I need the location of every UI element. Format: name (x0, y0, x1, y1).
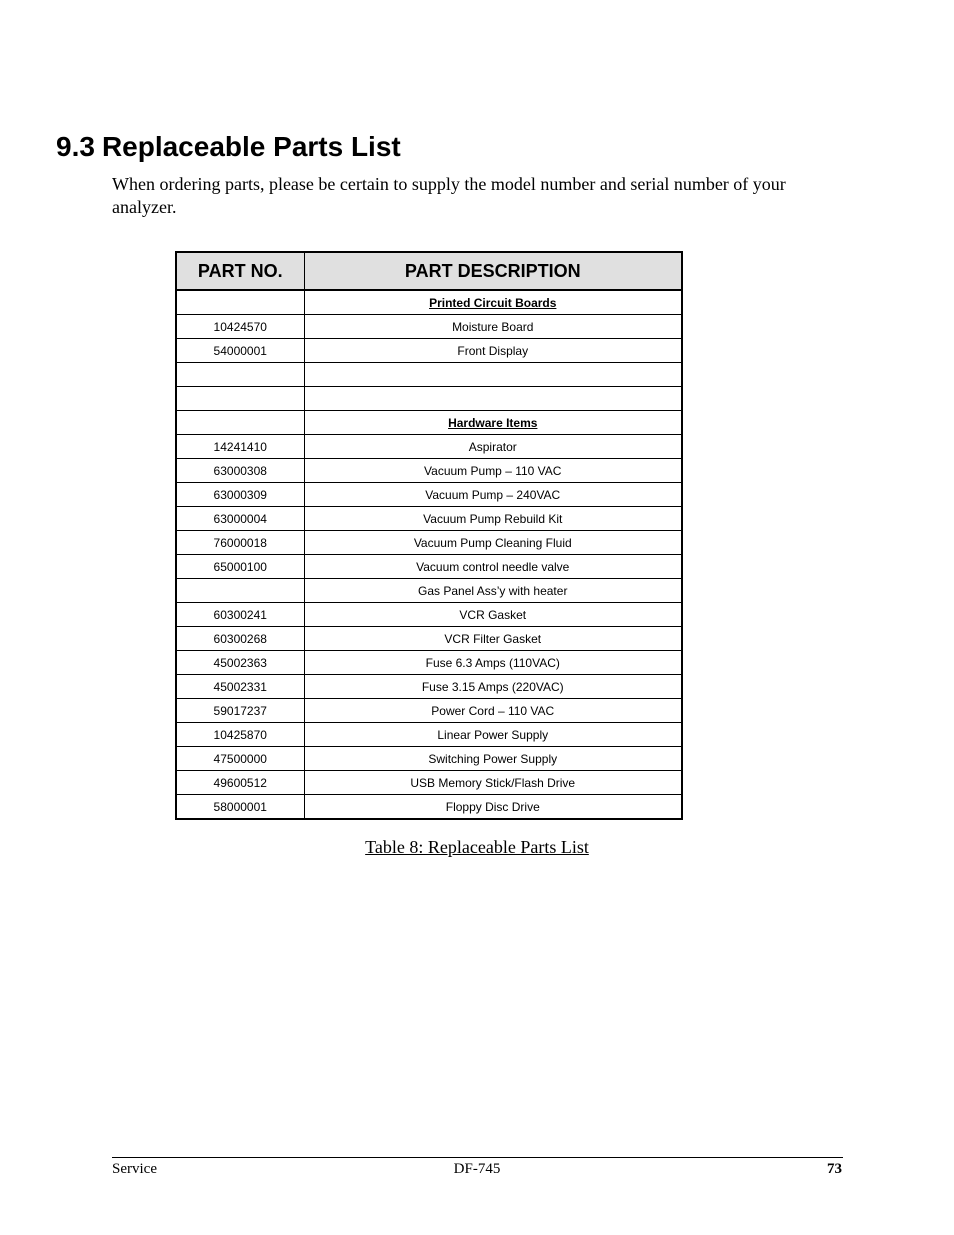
part-number-cell: 45002331 (176, 675, 304, 699)
table-row (176, 387, 682, 411)
header-part-no: PART NO. (176, 252, 304, 290)
part-number-cell (176, 579, 304, 603)
part-description-cell: Power Cord – 110 VAC (304, 699, 682, 723)
part-number-cell: 45002363 (176, 651, 304, 675)
table-row (176, 555, 682, 579)
table-row (176, 531, 682, 555)
table-row (176, 507, 682, 531)
table-caption-text: Table 8: Replaceable Parts List (365, 837, 589, 857)
footer-document-id: DF-745 (453, 1161, 501, 1177)
section-title: Replaceable Parts List (101, 131, 401, 162)
part-description-cell: Fuse 6.3 Amps (110VAC) (304, 651, 682, 675)
part-description-cell: Gas Panel Ass’y with heater (304, 579, 682, 603)
table-row (176, 771, 682, 795)
table-row (176, 651, 682, 675)
part-number-cell (176, 411, 304, 435)
part-description-cell: Vacuum Pump – 240VAC (304, 483, 682, 507)
part-number-cell: 54000001 (176, 339, 304, 363)
section-number: 9.3 (56, 131, 95, 162)
part-description-cell: Vacuum Pump Cleaning Fluid (304, 531, 682, 555)
table-row (176, 747, 682, 771)
part-number-cell: 65000100 (176, 555, 304, 579)
part-number-cell: 10425870 (176, 723, 304, 747)
part-description-cell: USB Memory Stick/Flash Drive (304, 771, 682, 795)
table-caption (0, 836, 954, 858)
table-row (176, 363, 682, 387)
part-number-cell (176, 387, 304, 411)
part-description-cell: Fuse 3.15 Amps (220VAC) (304, 675, 682, 699)
part-number-cell: 10424570 (176, 315, 304, 339)
part-number-cell: 63000004 (176, 507, 304, 531)
part-number-cell (176, 363, 304, 387)
part-description-cell: Front Display (304, 339, 682, 363)
part-number-cell: 49600512 (176, 771, 304, 795)
part-description-cell: VCR Filter Gasket (304, 627, 682, 651)
table-row (176, 339, 682, 363)
part-description-cell: Linear Power Supply (304, 723, 682, 747)
part-number-cell: 59017237 (176, 699, 304, 723)
part-number-cell (176, 290, 304, 315)
part-number-cell: 76000018 (176, 531, 304, 555)
header-part-description: PART DESCRIPTION (304, 252, 682, 290)
table-row (176, 315, 682, 339)
part-number-cell: 60300241 (176, 603, 304, 627)
part-description-cell: Switching Power Supply (304, 747, 682, 771)
part-number-cell: 63000309 (176, 483, 304, 507)
part-number-cell: 60300268 (176, 627, 304, 651)
part-description-cell: Floppy Disc Drive (304, 795, 682, 820)
table-row (176, 483, 682, 507)
part-number-cell: 14241410 (176, 435, 304, 459)
parts-table-body (176, 290, 682, 819)
part-number-cell: 58000001 (176, 795, 304, 820)
part-description-cell: Vacuum control needle valve (304, 555, 682, 579)
intro-paragraph: When ordering parts, please be certain to supply the model number and serial number of your analyzer. (112, 174, 786, 217)
part-description-cell: Vacuum Pump Rebuild Kit (304, 507, 682, 531)
footer-page-number: 73 (827, 1161, 842, 1177)
table-row (176, 435, 682, 459)
part-description-cell: Moisture Board (304, 315, 682, 339)
table-row (176, 411, 682, 435)
table-row (176, 579, 682, 603)
part-description-cell: Aspirator (304, 435, 682, 459)
table-row (176, 627, 682, 651)
table-row (176, 723, 682, 747)
table-row (176, 290, 682, 315)
section-heading (56, 127, 401, 167)
table-row (176, 603, 682, 627)
parts-table (175, 251, 683, 820)
part-number-cell: 63000308 (176, 459, 304, 483)
part-description-cell (304, 387, 682, 411)
footer-rule (112, 1157, 843, 1158)
footer-section: Service (112, 1161, 157, 1177)
table-header-row (176, 252, 682, 290)
table-row (176, 675, 682, 699)
table-row (176, 459, 682, 483)
part-description-cell (304, 363, 682, 387)
section-header-cell: Printed Circuit Boards (304, 290, 682, 315)
table-row (176, 795, 682, 820)
table-row (176, 699, 682, 723)
part-description-cell: VCR Gasket (304, 603, 682, 627)
section-header-cell: Hardware Items (304, 411, 682, 435)
part-number-cell: 47500000 (176, 747, 304, 771)
part-description-cell: Vacuum Pump – 110 VAC (304, 459, 682, 483)
